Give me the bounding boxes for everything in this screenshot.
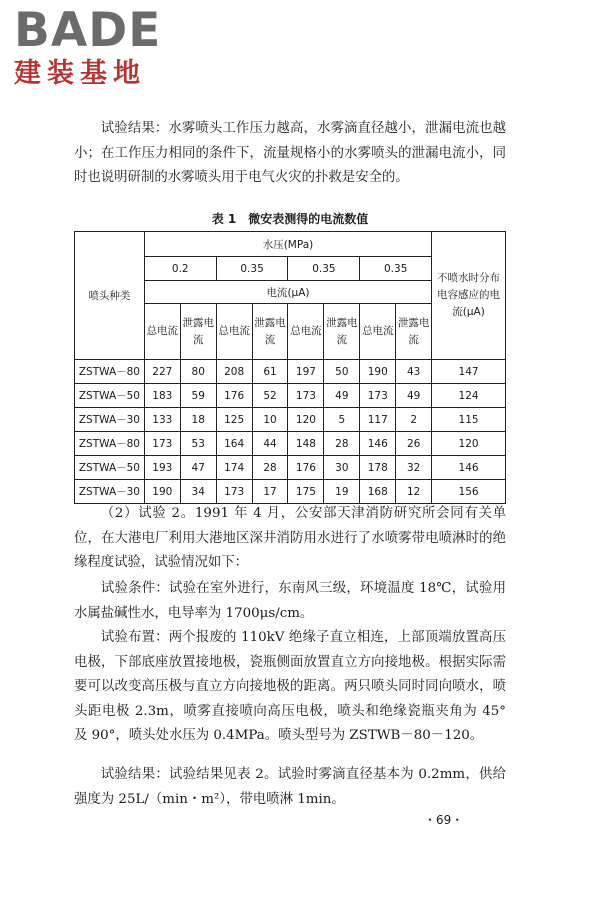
nozzle-type-cell: ZSTWA－80 [75, 360, 145, 384]
table-row [75, 480, 506, 504]
table-cell: 10 [252, 408, 288, 432]
table-cell: 146 [432, 456, 506, 480]
table-caption: 表 1 微安表测得的电流数值 [211, 212, 369, 226]
col-header-total-current: 总电流 [144, 304, 180, 360]
table-cell: 50 [324, 360, 360, 384]
table-cell: 19 [324, 480, 360, 504]
current-table [74, 231, 506, 504]
col-header-water-pressure: 水压(MPa) [144, 232, 431, 257]
nozzle-type-cell: ZSTWA－30 [75, 480, 145, 504]
table-cell: 176 [216, 384, 252, 408]
table-cell: 30 [324, 456, 360, 480]
table-cell: 32 [396, 456, 432, 480]
table-cell: 5 [324, 408, 360, 432]
col-header-nozzle-type: 喷头种类 [75, 232, 145, 360]
table-cell: 133 [144, 408, 180, 432]
table-cell: 120 [288, 408, 324, 432]
table-cell: 227 [144, 360, 180, 384]
col-header-total-current: 总电流 [216, 304, 252, 360]
table-cell: 17 [252, 480, 288, 504]
table-cell: 49 [396, 384, 432, 408]
table-cell: 146 [360, 432, 396, 456]
table-cell: 173 [360, 384, 396, 408]
table-cell: 61 [252, 360, 288, 384]
table-cell: 120 [432, 432, 506, 456]
table-cell: 59 [180, 384, 216, 408]
table-row [75, 360, 506, 384]
paragraph-test-result-2: 试验结果：试验结果见表 2。试验时雾滴直径基本为 0.2mm，供给强度为 25L/（min・m²），带电喷淋 1min。 [74, 767, 506, 807]
table-cell: 2 [396, 408, 432, 432]
nozzle-type-cell: ZSTWA－30 [75, 408, 145, 432]
pressure-value: 0.35 [360, 257, 432, 281]
table-cell: 52 [252, 384, 288, 408]
table-cell: 12 [396, 480, 432, 504]
table-cell: 197 [288, 360, 324, 384]
logo [14, 3, 184, 90]
table-cell: 176 [288, 456, 324, 480]
table-cell: 47 [180, 456, 216, 480]
table-cell: 44 [252, 432, 288, 456]
table-cell: 28 [252, 456, 288, 480]
paragraph-test-2: （2）试验 2。1991 年 4 月，公安部天津消防研究所会同有关单位，在大港电厂利用大港地区深井消防用水进行了水喷雾带电喷淋时的绝缘程度试验，试验情况如下： [74, 506, 506, 570]
table-cell: 164 [216, 432, 252, 456]
table-row [75, 384, 506, 408]
paragraph-test-layout: 试验布置：两个报废的 110kV 绝缘子直立相连，上部顶端放置高压电极，下部底座放置接地极，瓷瓶侧面放置直立方向接地极。根据实际需要可以改变高压极与直立方向接地极的距离。两只喷头同时同向喷水，喷头距电极 2.3m，喷雾直接喷向高压电极，喷头和绝缘瓷瓶夹角为 45° 及 90°，喷头处水压为 0.4MPa。喷头型号为 ZSTWB－80－120。 [74, 630, 506, 743]
logo-subtext: 建装基地 [14, 58, 146, 89]
table-cell: 26 [396, 432, 432, 456]
table-cell: 147 [432, 360, 506, 384]
table-cell: 49 [324, 384, 360, 408]
col-header-total-current: 总电流 [360, 304, 396, 360]
logo-text: BADE [14, 3, 162, 58]
nozzle-type-cell: ZSTWA－80 [75, 432, 145, 456]
table-cell: 173 [144, 432, 180, 456]
pressure-value: 0.35 [216, 257, 288, 281]
table-cell: 193 [144, 456, 180, 480]
table-cell: 168 [360, 480, 396, 504]
page-number: ・69・ [424, 813, 464, 827]
table-cell: 173 [288, 384, 324, 408]
table-row [75, 432, 506, 456]
col-header-total-current: 总电流 [288, 304, 324, 360]
nozzle-type-cell: ZSTWA－50 [75, 456, 145, 480]
col-header-leak-current: 泄露电流 [324, 304, 360, 360]
table-cell: 53 [180, 432, 216, 456]
table-cell: 174 [216, 456, 252, 480]
table-cell: 117 [360, 408, 396, 432]
table-cell: 208 [216, 360, 252, 384]
table-cell: 125 [216, 408, 252, 432]
table-cell: 115 [432, 408, 506, 432]
table-row [75, 408, 506, 432]
table-cell: 18 [180, 408, 216, 432]
paragraph-test-result-1: 试验结果：水雾喷头工作压力越高，水雾滴直径越小，泄漏电流也越小；在工作压力相同的条件下，流量规格小的水雾喷头的泄漏电流小，同时也说明研制的水雾喷头用于电气火灾的扑救是安全的。 [74, 121, 506, 185]
table-cell: 183 [144, 384, 180, 408]
table-cell: 148 [288, 432, 324, 456]
col-header-leak-current: 泄露电流 [396, 304, 432, 360]
pressure-value: 0.2 [144, 257, 216, 281]
table-cell: 175 [288, 480, 324, 504]
nozzle-type-cell: ZSTWA－50 [75, 384, 145, 408]
table-cell: 178 [360, 456, 396, 480]
table-cell: 43 [396, 360, 432, 384]
table-cell: 124 [432, 384, 506, 408]
table-cell: 190 [360, 360, 396, 384]
table-body [75, 360, 506, 504]
col-header-leak-current: 泄露电流 [180, 304, 216, 360]
col-header-no-spray-current: 不喷水时分布电容感应的电流(μA) [432, 232, 506, 360]
pressure-value: 0.35 [288, 257, 360, 281]
table-cell: 28 [324, 432, 360, 456]
table-cell: 34 [180, 480, 216, 504]
table-cell: 173 [216, 480, 252, 504]
paragraph-test-conditions: 试验条件：试验在室外进行，东南风三级，环境温度 18℃，试验用水属盐碱性水，电导率为 1700μs/cm。 [74, 581, 506, 621]
table-cell: 156 [432, 480, 506, 504]
col-header-leak-current: 泄露电流 [252, 304, 288, 360]
table-cell: 80 [180, 360, 216, 384]
table-cell: 190 [144, 480, 180, 504]
table-row [75, 456, 506, 480]
col-header-current: 电流(μA) [144, 281, 431, 304]
